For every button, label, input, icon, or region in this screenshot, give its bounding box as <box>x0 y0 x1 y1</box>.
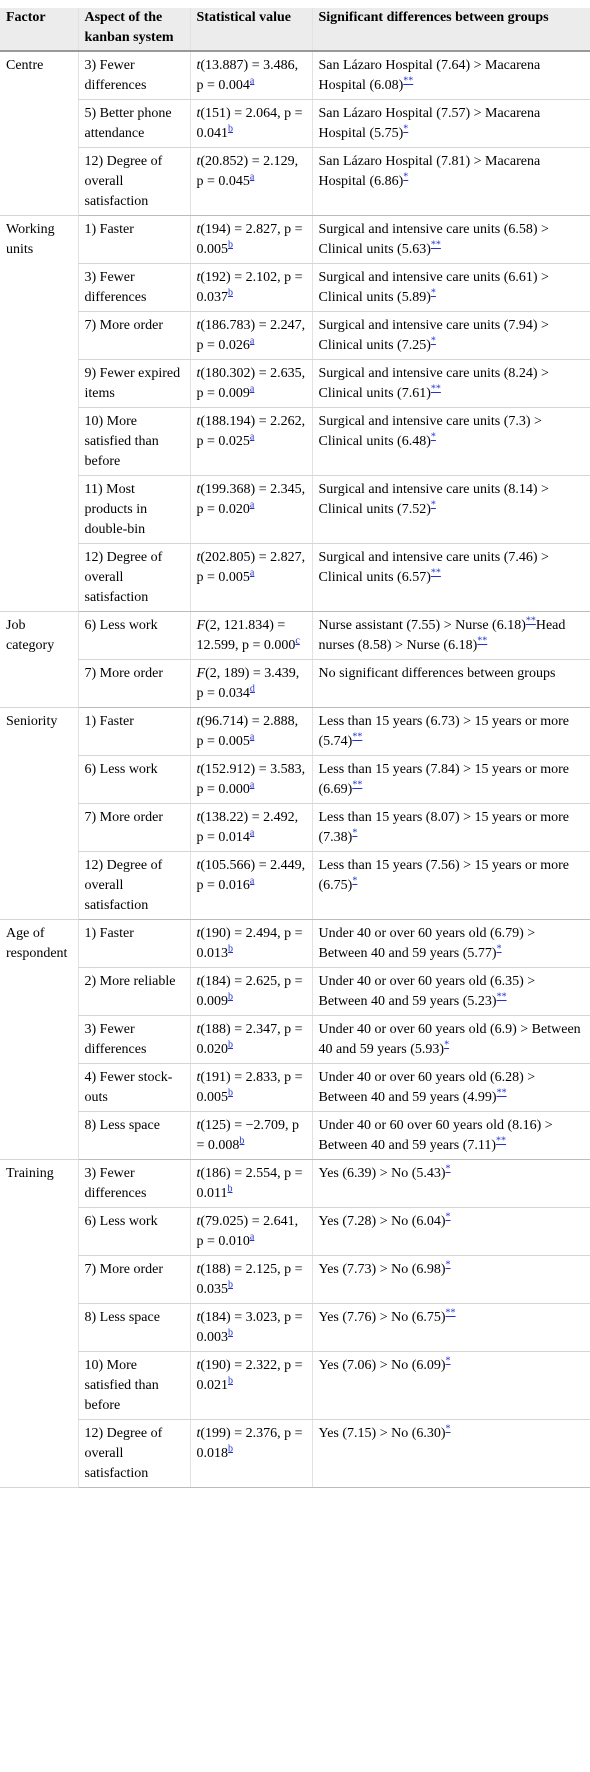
factor-cell: Seniority <box>0 708 78 920</box>
stat-symbol: t <box>196 1262 201 1277</box>
stat-cell <box>190 264 312 312</box>
stat-cell <box>190 408 312 476</box>
stat-value: (191) = 2.833, p = 0.005 <box>196 1070 303 1105</box>
table-row <box>0 312 590 360</box>
stat-footnote-link[interactable]: b <box>228 1443 233 1455</box>
diff-text: Yes (6.39) > No (5.43) <box>318 1166 446 1181</box>
table-header <box>0 8 590 51</box>
significance-footnote-link[interactable]: * <box>430 335 436 347</box>
significance-footnote-link[interactable]: * <box>403 171 409 183</box>
diff-text: Less than 15 years (8.07) > 15 years or more (7.38) <box>318 810 569 845</box>
aspect-cell: 3) Fewer differences <box>78 51 190 100</box>
stat-symbol: F <box>196 666 206 681</box>
table-row <box>0 852 590 920</box>
stat-value: (188) = 2.125, p = 0.035 <box>196 1262 303 1297</box>
stat-value: (20.852) = 2.129, p = 0.045 <box>196 154 299 189</box>
stat-value: (190) = 2.494, p = 0.013 <box>196 926 303 961</box>
stat-value: (186.783) = 2.247, p = 0.026 <box>196 318 306 353</box>
aspect-cell: 2) More reliable <box>78 968 190 1016</box>
diff-text: Less than 15 years (7.84) > 15 years or more (6.69) <box>318 762 569 797</box>
stat-footnote-link[interactable]: a <box>249 731 255 743</box>
stat-value: (152.912) = 3.583, p = 0.000 <box>196 762 306 797</box>
stat-value: (2, 189) = 3.439, p = 0.034 <box>196 666 300 701</box>
diff-cell <box>312 804 590 852</box>
stat-symbol: t <box>196 762 201 777</box>
stat-footnote-link[interactable]: b <box>239 1135 245 1147</box>
stat-symbol: t <box>196 974 201 989</box>
factor-cell: Age of respondent <box>0 920 78 1160</box>
diff-text: Surgical and intensive care units (6.58) > Clinical units (5.63) <box>318 222 549 257</box>
stat-cell <box>190 360 312 408</box>
significance-footnote-link[interactable]: * <box>352 875 358 887</box>
diff-cell <box>312 1160 590 1208</box>
stat-symbol: t <box>196 1118 201 1133</box>
table-row <box>0 1160 590 1208</box>
diff-text: Surgical and intensive care units (8.14) > Clinical units (7.52) <box>318 482 549 517</box>
stat-symbol: t <box>196 106 201 121</box>
diff-cell <box>312 968 590 1016</box>
table-row <box>0 612 590 660</box>
stat-value: (184) = 2.625, p = 0.009 <box>196 974 303 1009</box>
header-diff: Significant differences between groups <box>312 8 590 51</box>
header-factor: Factor <box>0 8 78 51</box>
diff-cell <box>312 612 590 660</box>
stat-symbol: t <box>196 222 201 237</box>
diff-cell <box>312 756 590 804</box>
table-row <box>0 708 590 756</box>
stat-symbol: t <box>196 1426 201 1441</box>
diff-text: Surgical and intensive care units (7.3) > Clinical units (6.48) <box>318 414 542 449</box>
diff-cell <box>312 1352 590 1420</box>
significance-footnote-link[interactable]: ** <box>496 991 507 1003</box>
stat-footnote-link[interactable]: b <box>228 1375 233 1387</box>
diff-text: Surgical and intensive care units (6.61) > Clinical units (5.89) <box>318 270 549 305</box>
stat-cell <box>190 1304 312 1352</box>
diff-text: Under 40 or 60 over 60 years old (8.16) > Between 40 and 59 years (7.11) <box>318 1118 553 1153</box>
stat-cell <box>190 660 312 708</box>
table-row <box>0 1016 590 1064</box>
stat-footnote-link[interactable]: b <box>227 1183 233 1195</box>
stat-footnote-link[interactable]: d <box>249 683 255 695</box>
table-row <box>0 360 590 408</box>
significance-footnote-link[interactable]: * <box>430 431 436 443</box>
stat-footnote-link[interactable]: b <box>228 123 233 135</box>
diff-cell <box>312 660 590 708</box>
aspect-cell: 1) Faster <box>78 216 190 264</box>
factor-cell: Job category <box>0 612 78 708</box>
diff-cell <box>312 51 590 100</box>
stat-value: (105.566) = 2.449, p = 0.016 <box>196 858 306 893</box>
table-row <box>0 1064 590 1112</box>
stat-footnote-link[interactable]: b <box>228 943 233 955</box>
aspect-cell: 3) Fewer differences <box>78 1160 190 1208</box>
stat-cell <box>190 148 312 216</box>
aspect-cell: 10) More satisfied than before <box>78 408 190 476</box>
stat-cell <box>190 1016 312 1064</box>
stat-symbol: t <box>196 318 201 333</box>
significance-footnote-link[interactable]: * <box>430 287 436 299</box>
table-row <box>0 1352 590 1420</box>
diff-cell <box>312 1208 590 1256</box>
diff-cell <box>312 1112 590 1160</box>
stat-footnote-link[interactable]: b <box>228 1039 233 1051</box>
aspect-cell: 12) Degree of overall satisfaction <box>78 1420 190 1488</box>
significance-footnote-link[interactable]: * <box>430 499 436 511</box>
diff-text: Under 40 or over 60 years old (6.9) > Between 40 and 59 years (5.93) <box>318 1022 581 1057</box>
stat-footnote-link[interactable]: a <box>249 431 255 443</box>
diff-text: San Lázaro Hospital (7.64) > Macarena Hospital (6.08) <box>318 58 541 93</box>
stat-footnote-link[interactable]: a <box>249 567 255 579</box>
stat-cell <box>190 51 312 100</box>
stat-symbol: t <box>196 1358 201 1373</box>
stat-value: (188.194) = 2.262, p = 0.025 <box>196 414 306 449</box>
significance-footnote-link[interactable]: * <box>445 1259 451 1271</box>
diff-text: San Lázaro Hospital (7.57) > Macarena Hospital (5.75) <box>318 106 541 141</box>
diff-text: Surgical and intensive care units (7.94) > Clinical units (7.25) <box>318 318 549 353</box>
aspect-cell: 7) More order <box>78 660 190 708</box>
stat-footnote-link[interactable]: a <box>249 827 255 839</box>
header-row <box>0 8 590 51</box>
significance-footnote-link[interactable]: ** <box>430 239 441 251</box>
stat-footnote-link[interactable]: a <box>249 335 255 347</box>
aspect-cell: 8) Less space <box>78 1304 190 1352</box>
header-aspect: Aspect of the kanban system <box>78 8 190 51</box>
stat-value: (125) = −2.709, p = 0.008 <box>196 1118 300 1153</box>
stat-footnote-link[interactable]: a <box>249 75 255 87</box>
significance-footnote-link[interactable]: * <box>445 1163 451 1175</box>
table-row <box>0 1256 590 1304</box>
diff-cell <box>312 408 590 476</box>
diff-text: Surgical and intensive care units (7.46) > Clinical units (6.57) <box>318 550 549 585</box>
table-row <box>0 408 590 476</box>
diff-text: Less than 15 years (6.73) > 15 years or more (5.74) <box>318 714 569 749</box>
table-row <box>0 1112 590 1160</box>
stat-symbol: t <box>196 366 201 381</box>
diff-cell <box>312 100 590 148</box>
stat-cell <box>190 612 312 660</box>
stat-value: (192) = 2.102, p = 0.037 <box>196 270 303 305</box>
table-row <box>0 1208 590 1256</box>
significance-footnote-link[interactable]: * <box>496 943 502 955</box>
diff-text: Under 40 or over 60 years old (6.79) > Between 40 and 59 years (5.77) <box>318 926 536 961</box>
aspect-cell: 8) Less space <box>78 1112 190 1160</box>
diff-cell <box>312 264 590 312</box>
aspect-cell: 12) Degree of overall satisfaction <box>78 148 190 216</box>
stat-footnote-link[interactable]: b <box>228 991 233 1003</box>
stat-symbol: t <box>196 58 201 73</box>
stat-cell <box>190 1208 312 1256</box>
stat-value: (188) = 2.347, p = 0.020 <box>196 1022 303 1057</box>
stat-value: (13.887) = 3.486, p = 0.004 <box>196 58 299 93</box>
table-row <box>0 264 590 312</box>
significance-footnote-link[interactable]: ** <box>445 1307 456 1319</box>
table-row <box>0 148 590 216</box>
significance-footnote-link[interactable]: ** <box>352 731 363 743</box>
diff-cell <box>312 476 590 544</box>
diff-text: Under 40 or over 60 years old (6.35) > Between 40 and 59 years (5.23) <box>318 974 536 1009</box>
stat-symbol: t <box>196 1214 201 1229</box>
aspect-cell: 1) Faster <box>78 920 190 968</box>
aspect-cell: 7) More order <box>78 312 190 360</box>
stat-symbol: t <box>196 1310 201 1325</box>
stat-symbol: t <box>196 1022 201 1037</box>
stat-footnote-link[interactable]: a <box>249 499 255 511</box>
diff-text: Yes (7.73) > No (6.98) <box>318 1262 446 1277</box>
diff-cell <box>312 852 590 920</box>
stat-value: (194) = 2.827, p = 0.005 <box>196 222 303 257</box>
diff-cell <box>312 216 590 264</box>
diff-text: San Lázaro Hospital (7.81) > Macarena Hospital (6.86) <box>318 154 541 189</box>
table-row <box>0 216 590 264</box>
diff-text: Under 40 or over 60 years old (6.28) > Between 40 and 59 years (4.99) <box>318 1070 536 1105</box>
significance-footnote-link[interactable]: ** <box>352 779 363 791</box>
diff-text: Yes (7.28) > No (6.04) <box>318 1214 446 1229</box>
table-row <box>0 1420 590 1488</box>
aspect-cell: 12) Degree of overall satisfaction <box>78 852 190 920</box>
table-row <box>0 476 590 544</box>
aspect-cell: 6) Less work <box>78 756 190 804</box>
stat-symbol: t <box>196 1166 201 1181</box>
significance-footnote-link[interactable]: * <box>445 1423 451 1435</box>
stat-symbol: t <box>196 482 201 497</box>
significance-footnote-link[interactable]: ** <box>430 567 441 579</box>
stat-value: (199) = 2.376, p = 0.018 <box>196 1426 303 1461</box>
stat-footnote-link[interactable]: a <box>249 171 255 183</box>
stat-footnote-link[interactable]: b <box>228 1327 233 1339</box>
stat-value: (199.368) = 2.345, p = 0.020 <box>196 482 306 517</box>
stat-cell <box>190 1112 312 1160</box>
aspect-cell: 10) More satisfied than before <box>78 1352 190 1420</box>
table-row <box>0 1304 590 1352</box>
aspect-cell: 6) Less work <box>78 612 190 660</box>
aspect-cell: 3) Fewer differences <box>78 1016 190 1064</box>
stat-cell <box>190 852 312 920</box>
stat-symbol: t <box>196 810 201 825</box>
stat-cell <box>190 1352 312 1420</box>
stat-cell <box>190 1256 312 1304</box>
aspect-cell: 12) Degree of overall satisfaction <box>78 544 190 612</box>
stat-cell <box>190 1160 312 1208</box>
stat-cell <box>190 1064 312 1112</box>
stat-value: (202.805) = 2.827, p = 0.005 <box>196 550 306 585</box>
stat-footnote-link[interactable]: b <box>228 1087 233 1099</box>
stat-cell <box>190 804 312 852</box>
aspect-cell: 3) Fewer differences <box>78 264 190 312</box>
stat-cell <box>190 1420 312 1488</box>
stat-cell <box>190 756 312 804</box>
stat-footnote-link[interactable]: b <box>228 1279 233 1291</box>
significance-footnote-link[interactable]: * <box>445 1211 451 1223</box>
diff-cell <box>312 920 590 968</box>
stat-value: (186) = 2.554, p = 0.011 <box>196 1166 303 1201</box>
stat-symbol: t <box>196 926 201 941</box>
table-row <box>0 804 590 852</box>
significance-footnote-link[interactable]: ** <box>496 1087 507 1099</box>
stat-symbol: t <box>196 858 201 873</box>
stat-cell <box>190 216 312 264</box>
diff-text: No significant differences between groups <box>318 666 556 681</box>
significance-footnote-link[interactable]: ** <box>430 383 441 395</box>
stat-cell <box>190 920 312 968</box>
stat-value: (79.025) = 2.641, p = 0.010 <box>196 1214 299 1249</box>
diff-text: Yes (7.15) > No (6.30) <box>318 1426 446 1441</box>
aspect-cell: 11) Most products in double-bin <box>78 476 190 544</box>
stat-symbol: t <box>196 1070 201 1085</box>
diff-text: Nurse assistant (7.55) > Nurse (6.18) <box>318 618 526 633</box>
stat-symbol: t <box>196 154 201 169</box>
stat-footnote-link[interactable]: b <box>228 287 233 299</box>
significance-footnote-link[interactable]: ** <box>525 615 536 627</box>
stat-footnote-link[interactable]: a <box>249 779 255 791</box>
stat-symbol: t <box>196 550 201 565</box>
stat-footnote-link[interactable]: a <box>249 875 255 887</box>
diff-cell <box>312 148 590 216</box>
aspect-cell: 1) Faster <box>78 708 190 756</box>
aspect-cell: 9) Fewer expired items <box>78 360 190 408</box>
results-table <box>0 8 590 1488</box>
factor-cell: Centre <box>0 51 78 216</box>
significance-footnote-link[interactable]: ** <box>477 635 488 647</box>
significance-footnote-link[interactable]: * <box>352 827 358 839</box>
significance-footnote-link[interactable]: * <box>445 1355 451 1367</box>
table-row <box>0 660 590 708</box>
stat-footnote-link[interactable]: b <box>228 239 233 251</box>
stat-footnote-link[interactable]: a <box>249 1231 255 1243</box>
stat-footnote-link[interactable]: a <box>249 383 255 395</box>
stat-value: (180.302) = 2.635, p = 0.009 <box>196 366 306 401</box>
significance-footnote-link[interactable]: * <box>403 123 409 135</box>
diff-text: Yes (7.76) > No (6.75) <box>318 1310 446 1325</box>
stat-cell <box>190 476 312 544</box>
diff-cell <box>312 360 590 408</box>
aspect-cell: 7) More order <box>78 804 190 852</box>
significance-footnote-link[interactable]: * <box>444 1039 450 1051</box>
stat-symbol: t <box>196 270 201 285</box>
stat-symbol: t <box>196 714 201 729</box>
aspect-cell: 6) Less work <box>78 1208 190 1256</box>
table-row <box>0 51 590 100</box>
diff-text: Surgical and intensive care units (8.24) > Clinical units (7.61) <box>318 366 549 401</box>
stat-cell <box>190 312 312 360</box>
stat-cell <box>190 968 312 1016</box>
stat-symbol: t <box>196 414 201 429</box>
table-row <box>0 968 590 1016</box>
stat-value: (151) = 2.064, p = 0.041 <box>196 106 303 141</box>
table-row <box>0 100 590 148</box>
significance-footnote-link[interactable]: ** <box>403 75 414 87</box>
diff-cell <box>312 1256 590 1304</box>
table-row <box>0 756 590 804</box>
diff-cell <box>312 312 590 360</box>
stat-cell <box>190 708 312 756</box>
stat-footnote-link[interactable]: c <box>295 635 300 647</box>
diff-cell <box>312 1420 590 1488</box>
table-row <box>0 920 590 968</box>
diff-text-secondary: Head nurses (8.58) > Nurse (6.18) <box>318 618 566 653</box>
factor-cell: Training <box>0 1160 78 1488</box>
aspect-cell: 7) More order <box>78 1256 190 1304</box>
diff-cell <box>312 1016 590 1064</box>
table-body <box>0 51 590 1488</box>
aspect-cell: 4) Fewer stock-outs <box>78 1064 190 1112</box>
diff-cell <box>312 1304 590 1352</box>
diff-text: Yes (7.06) > No (6.09) <box>318 1358 446 1373</box>
stat-value: (184) = 3.023, p = 0.003 <box>196 1310 303 1345</box>
aspect-cell: 5) Better phone attendance <box>78 100 190 148</box>
significance-footnote-link[interactable]: ** <box>496 1135 507 1147</box>
stat-cell <box>190 544 312 612</box>
diff-cell <box>312 544 590 612</box>
stat-cell <box>190 100 312 148</box>
diff-cell <box>312 708 590 756</box>
table-row <box>0 544 590 612</box>
stat-value: (138.22) = 2.492, p = 0.014 <box>196 810 299 845</box>
diff-text: Less than 15 years (7.56) > 15 years or more (6.75) <box>318 858 569 893</box>
stat-value: (96.714) = 2.888, p = 0.005 <box>196 714 299 749</box>
factor-cell: Working units <box>0 216 78 612</box>
header-stat: Statistical value <box>190 8 312 51</box>
stat-value: (190) = 2.322, p = 0.021 <box>196 1358 303 1393</box>
stat-value: (2, 121.834) = 12.599, p = 0.000 <box>196 618 296 653</box>
diff-cell <box>312 1064 590 1112</box>
stat-symbol: F <box>196 618 206 633</box>
